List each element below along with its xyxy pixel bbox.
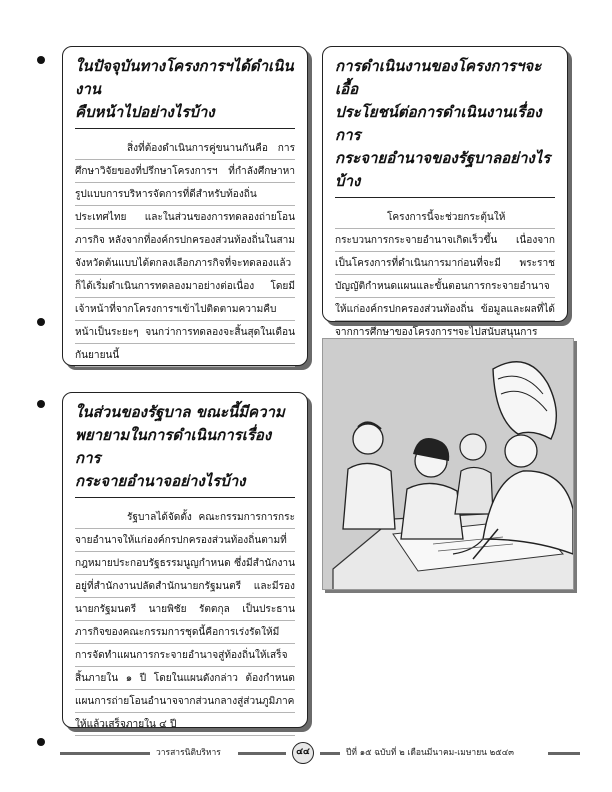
margin-bullet-1 <box>37 56 45 64</box>
qa-box-progress-title: ในปัจจุบันทางโครงการฯได้ดำเนินงาน คืบหน้าไปอย่างไรบ้าง <box>75 55 295 129</box>
footer-issue: ปีที่ ๑๕ ฉบับที่ ๒ เดือนมีนาคม-เมษายน ๒๕๔๓ <box>346 748 514 758</box>
qa-box-progress <box>62 46 308 366</box>
qa-box-benefit <box>322 46 568 338</box>
page-footer <box>60 745 580 763</box>
footer-rule-left <box>60 752 150 755</box>
meeting-people-drawing <box>323 339 574 590</box>
qa-box-government-body: รัฐบาลได้จัดตั้ง คณะกรรมการการกระจายอำนาจให้แก่องค์กรปกครองส่วนท้องถิ่นตามที่กฎหมายประกอบรัฐธรรมนูญกำหนด ซึ่งมีสำนักงานอยู่ที่สำนักงานปลัดสำนักนายกรัฐมนตรี และมีรองนายกรัฐมนตรี นายพิชัย รัตตกุล เป็นประธาน ภารกิจของคณะกรรมการชุดนี้คือการเร่งรัดให้มีการจัดทำแผนการกระจายอำนาจสู่ท้องถิ่นให้เสร็จสิ้นภายใน ๑ ปี โดยในแผนดังกล่าว ต้องกำหนดแผนการถ่ายโอนอำนาจจากส่วนกลางสู่ส่วนภูมิภาคให้แล้วเสร็จภายใน ๔ ปี <box>75 506 295 736</box>
qa-box-government-title: ในส่วนของรัฐบาล ขณะนี้มีความ พยายามในการดำเนินการเรื่องการ กระจายอำนาจอย่างไรบ้าง <box>75 401 295 498</box>
footer-rule-left-inner <box>238 752 286 755</box>
qa-box-benefit-title: การดำเนินงานของโครงการฯจะเอื้อ ประโยชน์ต่อการดำเนินงานเรื่องการ กระจายอำนาจของรัฐบาลอย่างไรบ้าง <box>335 55 555 198</box>
footer-rule-right <box>548 752 580 755</box>
footer-rule-right-inner <box>320 752 340 755</box>
margin-bullet-4 <box>37 738 45 746</box>
qa-box-progress-body: สิ่งที่ต้องดำเนินการคู่ขนานกันคือ การศึกษาวิจัยของที่ปรึกษาโครงการฯ ที่กำลังศึกษาหารูปแบบการบริหารจัดการที่ดีสำหรับท้องถิ่นประเทศไทย และในส่วนของการทดลองถ่ายโอนภารกิจ หลังจากที่องค์กรปกครองส่วนท้องถิ่นในสามจังหวัดต้นแบบได้ตกลงเลือกภารกิจที่จะทดลองแล้ว ก็ได้เริ่มดำเนินการทดลองมาอย่างต่อเนื่อง โดยมีเจ้าหน้าที่จากโครงการฯเข้าไปติดตามความคืบหน้าเป็นระยะๆ จนกว่าการทดลองจะสิ้นสุดในเดือนกันยายนนี้ <box>75 137 295 367</box>
margin-bullet-3 <box>37 400 45 408</box>
qa-box-government <box>62 392 308 728</box>
footer-publication: วารสารนิติบริหาร <box>156 748 221 758</box>
meeting-illustration <box>322 338 574 590</box>
page-number-badge: ๔๔ <box>292 742 314 764</box>
qa-box-benefit-body: โครงการนี้จะช่วยกระตุ้นให้กระบวนการกระจายอำนาจเกิดเร็วขึ้น เนื่องจากเป็นโครงการที่ดำเนินการมาก่อนที่จะมี พระราชบัญญัติกำหนดแผนและขั้นตอนการกระจายอำนาจให้แก่องค์กรปกครองส่วนท้องถิ่น ข้อมูลและผลที่ได้จากการศึกษาของโครงการฯจะไปสนับสนุนการ <box>335 206 555 367</box>
margin-bullet-2 <box>37 318 45 326</box>
